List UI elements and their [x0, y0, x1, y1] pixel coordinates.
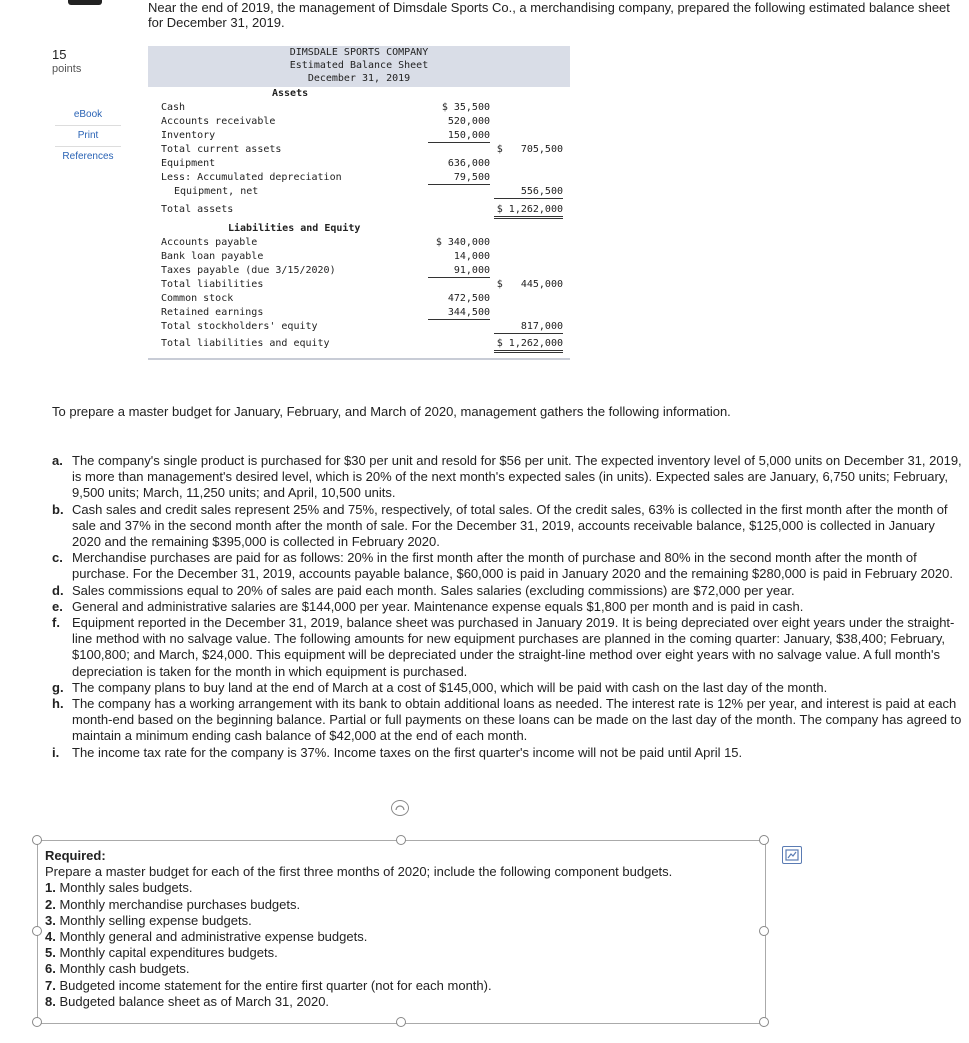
balance-sheet-total: 556,500 — [494, 185, 563, 199]
balance-sheet-label: Accounts receivable — [161, 116, 276, 127]
required-intro: Prepare a master budget for each of the first three months of 2020; include the following component budgets. — [45, 864, 673, 880]
balance-sheet-bottom-rule — [148, 358, 570, 360]
info-item — [52, 696, 962, 745]
info-item-text: Cash sales and credit sales represent 25% and 75%, respectively, of total sales. Of the credit sales, 63% is collected in the first month after the month of sale and 37% in the second month after the month of sale. For the December 31, 2019, accounts receivable balance, $125,000 is collected in January 2020 and the remaining $395,000 is collected in February 2020. — [72, 501, 948, 550]
balance-sheet-label: Common stock — [161, 293, 234, 304]
required-heading: Required: — [45, 848, 106, 863]
required-list — [45, 880, 760, 1010]
image-toolbar-icon[interactable] — [782, 846, 802, 864]
info-item — [52, 583, 962, 599]
info-item-text: Sales commissions equal to 20% of sales are paid each month. Sales salaries (excluding commissions) are $72,000 per year. — [72, 582, 795, 598]
info-item — [52, 680, 962, 696]
balance-sheet-label: Equipment, net — [174, 186, 259, 197]
resize-handle[interactable] — [396, 1017, 406, 1027]
balance-sheet-label: Inventory — [161, 130, 216, 141]
prepare-intro: To prepare a master budget for January, February, and March of 2020, management gathers the following information. — [52, 404, 731, 419]
resize-handle[interactable] — [32, 1017, 42, 1027]
info-item — [52, 502, 962, 551]
info-item-text: Equipment reported in the December 31, 2019, balance sheet was purchased in January 2019. It is being depreciated over eight years under the straight-line method with no salvage value. The following amounts for new equipment purchases are planned in the coming quarter: January, $38,400; February, $100,800; and March, $24,000. This equipment will be depreciated under the straight-line method over eight years with no salvage value. A full month's depreciation is taken for the month in which equipment is purchased. — [72, 615, 955, 679]
assets-heading: Assets — [272, 88, 309, 99]
balance-sheet-label: Total stockholders' equity — [161, 321, 318, 332]
resize-handle[interactable] — [32, 926, 42, 936]
balance-sheet-label: Total current assets — [161, 144, 282, 155]
company-name: DIMSDALE SPORTS COMPANY — [289, 47, 429, 58]
info-item-letter: d. — [52, 582, 64, 598]
required-item-text: Monthly merchandise purchases budgets. — [59, 896, 301, 912]
balance-sheet-total: $ 445,000 — [496, 279, 563, 290]
required-item — [45, 994, 760, 1010]
balance-sheet-amount: 472,500 — [447, 293, 490, 304]
info-item — [52, 615, 962, 680]
balance-sheet — [148, 46, 570, 360]
balance-sheet-label: Accounts payable — [161, 237, 258, 248]
info-item-text: The income tax rate for the company is 37%. Income taxes on the first quarter's income will not be paid until April 15. — [72, 744, 743, 760]
statement-date: December 31, 2019 — [307, 73, 411, 84]
required-item — [45, 880, 760, 896]
info-item-letter: f. — [52, 615, 60, 631]
balance-sheet-amount: 79,500 — [428, 171, 490, 185]
liabilities-heading: Liabilities and Equity — [228, 223, 361, 234]
info-item — [52, 453, 962, 502]
balance-sheet-label: Total liabilities and equity — [161, 338, 330, 349]
resize-handle[interactable] — [396, 835, 406, 845]
top-bar-mark — [68, 0, 102, 5]
required-item-text: Monthly cash budgets. — [59, 961, 190, 977]
required-item-number: 6. — [45, 961, 56, 977]
balance-sheet-label: Retained earnings — [161, 307, 264, 318]
balance-sheet-amount: 636,000 — [447, 158, 490, 169]
required-item-text: Budgeted balance sheet as of March 31, 2020. — [59, 993, 330, 1009]
required-item — [45, 961, 760, 977]
information-list — [52, 453, 962, 761]
balance-sheet-label: Total liabilities — [161, 279, 264, 290]
required-item-number: 3. — [45, 912, 56, 928]
balance-sheet-total: 817,000 — [494, 320, 563, 334]
balance-sheet-amount: 91,000 — [428, 264, 490, 278]
info-item-letter: a. — [52, 453, 63, 468]
points-label: points — [52, 63, 82, 75]
info-item-text: The company has a working arrangement with its bank to obtain additional loans as needed. The interest rate is 12% per year, and interest is paid at each month-end based on the beginning balance. Partial or full payments on these loans can be made on the last day of the month. The company has agreed to maintain a minimum ending cash balance of $42,000 at the end of each month. — [72, 696, 962, 744]
info-item-letter: h. — [52, 696, 64, 712]
info-item-letter: b. — [52, 501, 64, 517]
balance-sheet-amount: 520,000 — [447, 116, 490, 127]
balance-sheet-label: Cash — [161, 102, 186, 113]
balance-sheet-total: $ 1,262,000 — [494, 337, 563, 353]
info-item-letter: e. — [52, 598, 63, 614]
print-link[interactable]: Print — [55, 126, 121, 147]
points-value: 15 — [52, 47, 67, 62]
balance-sheet-amount: 14,000 — [453, 251, 490, 262]
required-item — [45, 945, 760, 961]
info-item-letter: g. — [52, 679, 64, 695]
resource-links — [55, 105, 121, 167]
required-item-number: 2. — [45, 896, 56, 912]
required-item — [45, 929, 760, 945]
required-item — [45, 913, 760, 929]
balance-sheet-label: Total assets — [161, 204, 234, 215]
info-item-text: Merchandise purchases are paid for as follows: 20% in the first month after the month of purchase and 80% in the second month after the month of purchase. For the December 31, 2019, accounts payable balance, $60,000 is paid in January 2020 and the remaining $280,000 is paid in February 2020. — [72, 550, 953, 582]
required-item-text: Budgeted income statement for the entire first quarter (not for each month). — [59, 977, 492, 993]
required-item-number: 4. — [45, 929, 56, 945]
required-item-text: Monthly sales budgets. — [59, 880, 193, 896]
balance-sheet-amount: 150,000 — [428, 129, 490, 143]
points-indicator — [52, 48, 81, 76]
info-item — [52, 550, 962, 582]
required-item — [45, 978, 760, 994]
balance-sheet-total: $ 1,262,000 — [494, 203, 563, 219]
info-item — [52, 599, 962, 615]
required-item-number: 7. — [45, 977, 56, 993]
balance-sheet-total: $ 705,500 — [496, 144, 563, 155]
required-item-number: 1. — [45, 880, 56, 896]
balance-sheet-amount: 344,500 — [428, 306, 490, 320]
info-item-text: The company plans to buy land at the end of March at a cost of $145,000, which will be paid with cash on the last day of the month. — [72, 679, 828, 695]
balance-sheet-amount: $ 35,500 — [441, 102, 490, 113]
references-link[interactable]: References — [62, 151, 114, 162]
info-item-text: General and administrative salaries are $144,000 per year. Maintenance expense equals $1,800 per month and is paid in cash. — [72, 598, 804, 614]
balance-sheet-label: Equipment — [161, 158, 216, 169]
required-item-text: Monthly selling expense budgets. — [59, 912, 252, 928]
statement-title: Estimated Balance Sheet — [289, 60, 429, 71]
intro-text: Near the end of 2019, the management of Dimsdale Sports Co., a merchandising company, prepared the following estimated balance sheet for December 31, 2019. — [148, 0, 950, 30]
balance-sheet-amount: $ 340,000 — [435, 237, 490, 248]
info-item-letter: i. — [52, 744, 60, 760]
balance-sheet-label: Taxes payable (due 3/15/2020) — [161, 265, 336, 276]
info-item-text: The company's single product is purchased for $30 per unit and resold for $56 per unit. The expected inventory level of 5,000 units on December 31, 2019, is more than management's desired level, which is 20% of the next month's expected sales (in units). Expected sales are January, 6,750 units; February, 9,500 units; March, 11,250 units; and April, 10,500 units. — [72, 453, 962, 501]
info-item-letter: c. — [52, 550, 63, 566]
balance-sheet-header — [148, 46, 570, 87]
resize-handle[interactable] — [759, 1017, 769, 1027]
rotate-handle-icon[interactable] — [391, 800, 409, 816]
required-item-number: 8. — [45, 993, 56, 1009]
resize-handle[interactable] — [759, 835, 769, 845]
balance-sheet-label: Less: Accumulated depreciation — [161, 172, 342, 183]
required-item-text: Monthly general and administrative expense budgets. — [59, 929, 368, 945]
required-item-number: 5. — [45, 945, 56, 961]
resize-handle[interactable] — [32, 835, 42, 845]
balance-sheet-label: Bank loan payable — [161, 251, 264, 262]
required-item-text: Monthly capital expenditures budgets. — [59, 945, 278, 961]
ebook-link[interactable]: eBook — [55, 105, 121, 126]
required-section — [45, 848, 760, 1010]
required-item — [45, 897, 760, 913]
info-item — [52, 745, 962, 761]
resize-handle[interactable] — [759, 926, 769, 936]
